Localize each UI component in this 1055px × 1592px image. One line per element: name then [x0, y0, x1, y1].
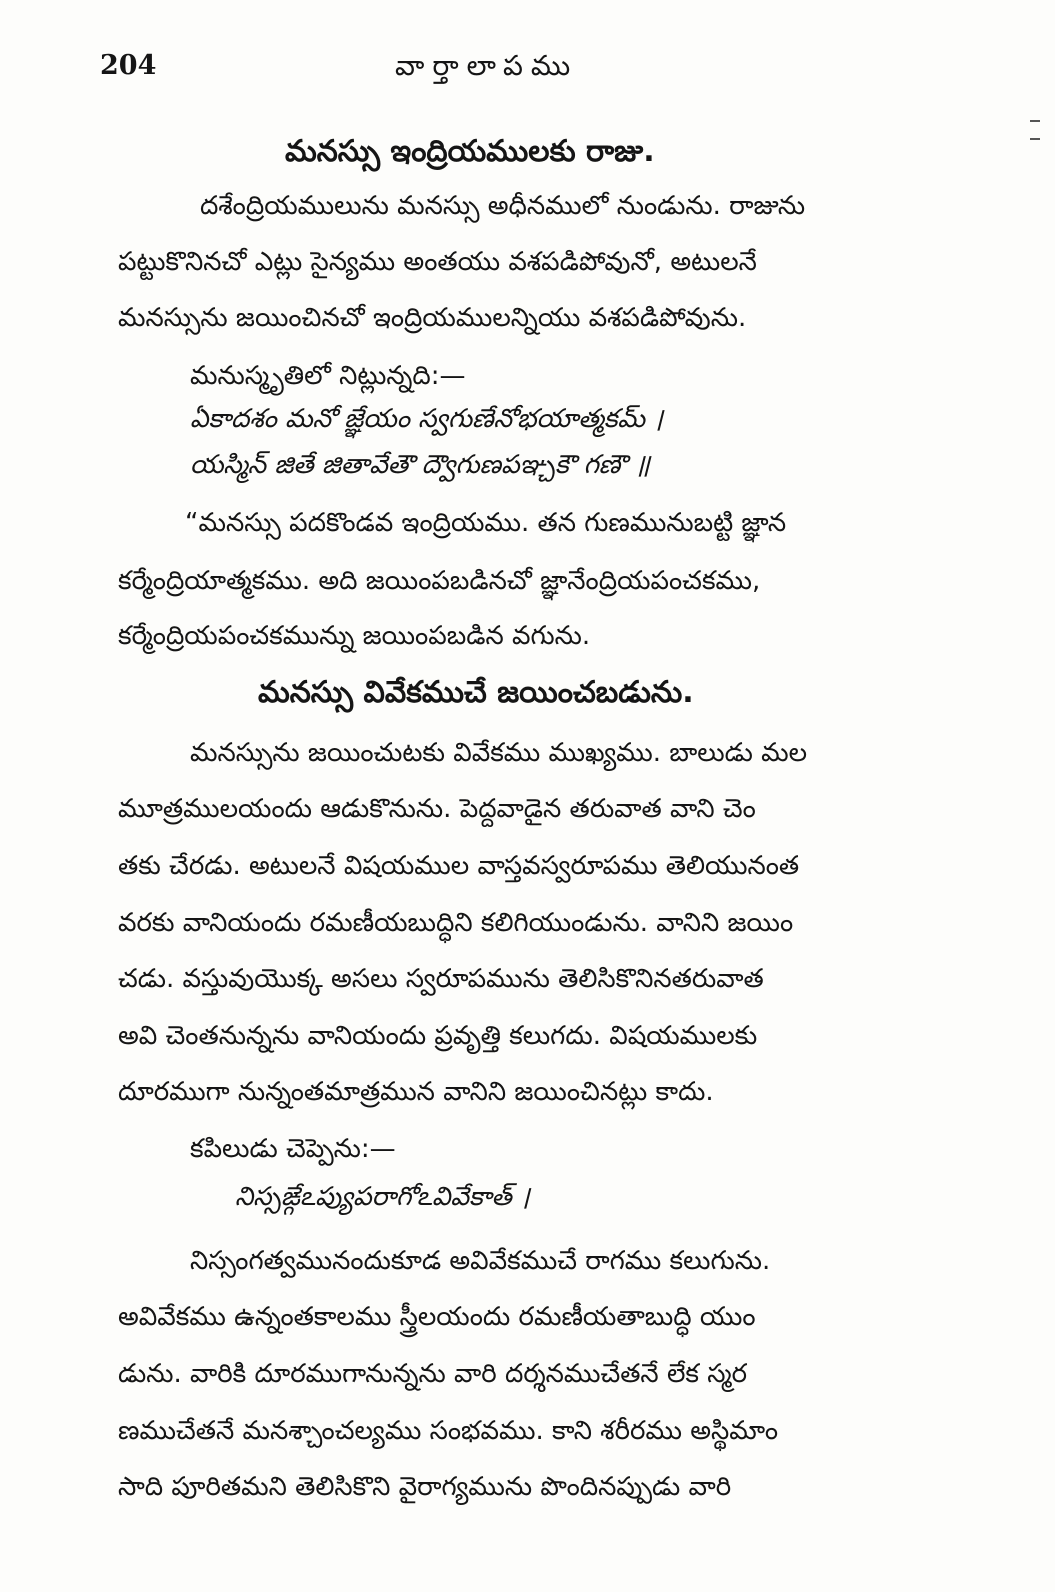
text-line: వరకు వానియందు రమణీయబుద్ధిని కలిగియుండును. వానిని జయిం	[118, 908, 794, 938]
text-line: కపిలుడు చెప్పెను:—	[190, 1134, 396, 1164]
text-line: పట్టుకొనినచో ఎట్లు సైన్యము అంతయు వశపడిపోవునో, అటులనే	[118, 247, 757, 277]
text-line: దూరముగా నున్నంతమాత్రమున వానిని జయించినట్లు కాదు.	[118, 1077, 714, 1107]
running-head: వార్తాలాపము	[395, 49, 579, 82]
text-line: కర్మేంద్రియపంచకమున్ను జయింపబడిన వగును.	[118, 621, 591, 651]
text-line: అవి చెంతనున్నను వానియందు ప్రవృత్తి కలుగదు. విషయములకు	[118, 1021, 758, 1051]
verse-line: నిస్సఙ్గేఽప్యుపరాగోఽవివేకాత్ ।	[235, 1182, 530, 1212]
text-line: మనస్సును జయించినచో ఇంద్రియములన్నియు వశపడిపోవును.	[118, 303, 747, 333]
text-line: నిస్సంగత్వమునందుకూడ అవివేకముచే రాగము కలుగును.	[190, 1246, 771, 1276]
text-line: దశేంద్రియములును మనస్సు అధీనములో నుండును. రాజును	[200, 191, 806, 221]
verse-line: యస్మిన్ జితే జితావేతౌ ద్వౌగుణపఞ్చకౌ గణౌ ॥	[190, 450, 651, 480]
text-line: కర్మేంద్రియాత్మకము. అది జయింపబడినచో జ్ఞానేంద్రియపంచకము,	[118, 566, 761, 596]
text-line: ణముచేతనే మనశ్చాంచల్యము సంభవము. కాని శరీరము అస్థిమాం	[118, 1416, 779, 1446]
verse-line: ఏకాదశం మనో జ్ఞేయం స్వగుణేనోభయాత్మకమ్ ।	[190, 404, 664, 434]
text-line: తకు చేరడు. అటులనే విషయముల వాస్తవస్వరూపము తెలియునంత	[118, 851, 800, 881]
page-number: 204	[100, 50, 157, 81]
section-heading: మనస్సు వివేకముచే జయించబడును.	[258, 675, 694, 710]
margin-mark	[1030, 120, 1040, 140]
section-heading: మనస్సు ఇంద్రియములకు రాజు.	[285, 134, 655, 169]
text-line: డును. వారికి దూరముగానున్నను వారి దర్శనముచేతనే లేక స్మర	[118, 1359, 747, 1389]
text-line: మనుస్మృతిలో నిట్లున్నది:—	[190, 361, 466, 391]
text-line: చడు. వస్తువుయొక్క అసలు స్వరూపమును తెలిసికొనినతరువాత	[118, 964, 764, 994]
text-line: మూత్రములయందు ఆడుకొనును. పెద్దవాడైన తరువాత వాని చెం	[118, 794, 756, 824]
text-line: సాది పూరితమని తెలిసికొని వైరాగ్యమును పొందినప్పుడు వారి	[118, 1472, 732, 1502]
text-line: “మనస్సు పదకొండవ ఇంద్రియము. తన గుణమునుబట్టి జ్ఞాన	[185, 508, 787, 538]
text-line: మనస్సును జయించుటకు వివేకము ముఖ్యము. బాలుడు మల	[190, 738, 808, 768]
text-line: అవివేకము ఉన్నంతకాలము స్త్రీలయందు రమణీయతాబుద్ధి యుం	[118, 1302, 756, 1332]
